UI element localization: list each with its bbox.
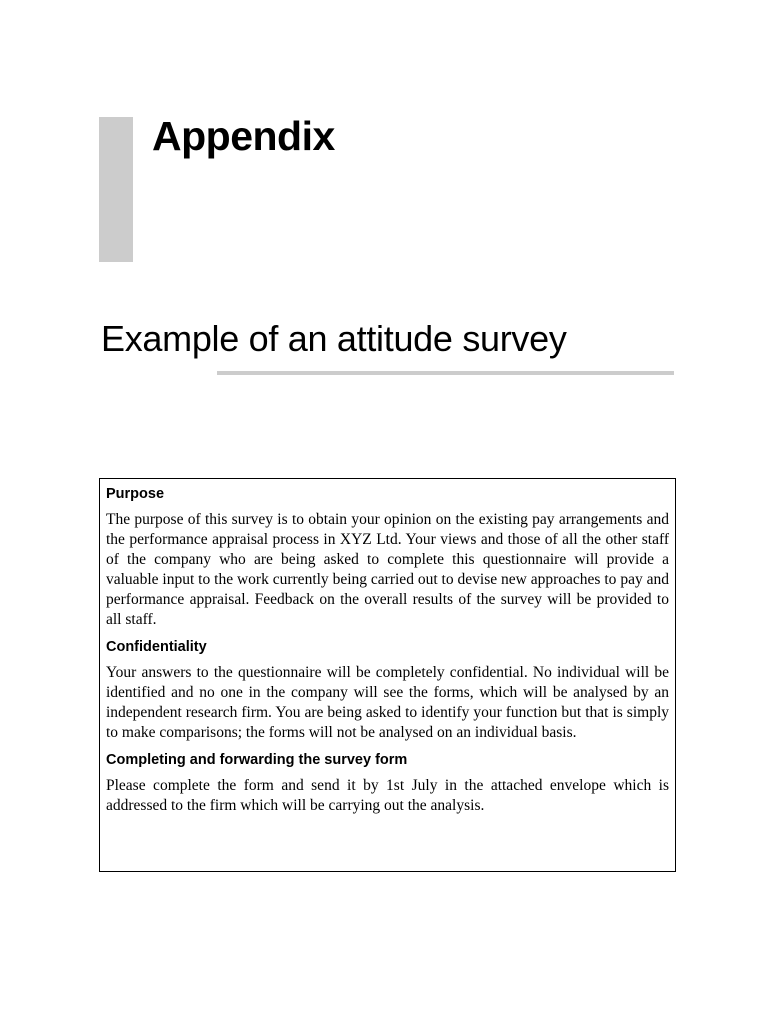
section-body-confidentiality: Your answers to the questionnaire will be completely confidential. No individual will be identified and no one in the company will see the forms, which will be analysed by an independent research firm. You are being asked to identify your function but that is simply to make comparisons; the forms will not be analysed on an individual basis.: [106, 664, 669, 741]
appendix-title: Appendix: [152, 113, 335, 159]
section-body-purpose: The purpose of this survey is to obtain your opinion on the existing pay arrangements and the performance appraisal process in XYZ Ltd. Your views and those of all the other staff of the company who are being asked to complete this questionnaire will provide a valuable input to the work currently being carried out to devise new approaches to pay and performance appraisal. Feedback on the overall results of the survey will be provided to all staff.: [106, 511, 669, 628]
decorative-side-bar: [99, 117, 133, 262]
section-body-completing: Please complete the form and send it by 1st July in the attached envelope which is addressed to the firm which will be carrying out the analysis.: [106, 777, 669, 814]
chapter-title: Example of an attitude survey: [101, 318, 567, 359]
section-heading-completing: Completing and forwarding the survey form: [106, 752, 408, 768]
section-heading-purpose: Purpose: [106, 486, 165, 502]
section-confidentiality: [106, 637, 669, 743]
section-heading-confidentiality: Confidentiality: [106, 639, 207, 655]
section-purpose: [106, 484, 669, 630]
survey-info-box: [99, 478, 676, 872]
section-completing: [106, 750, 669, 816]
title-underline-rule: [217, 371, 674, 375]
